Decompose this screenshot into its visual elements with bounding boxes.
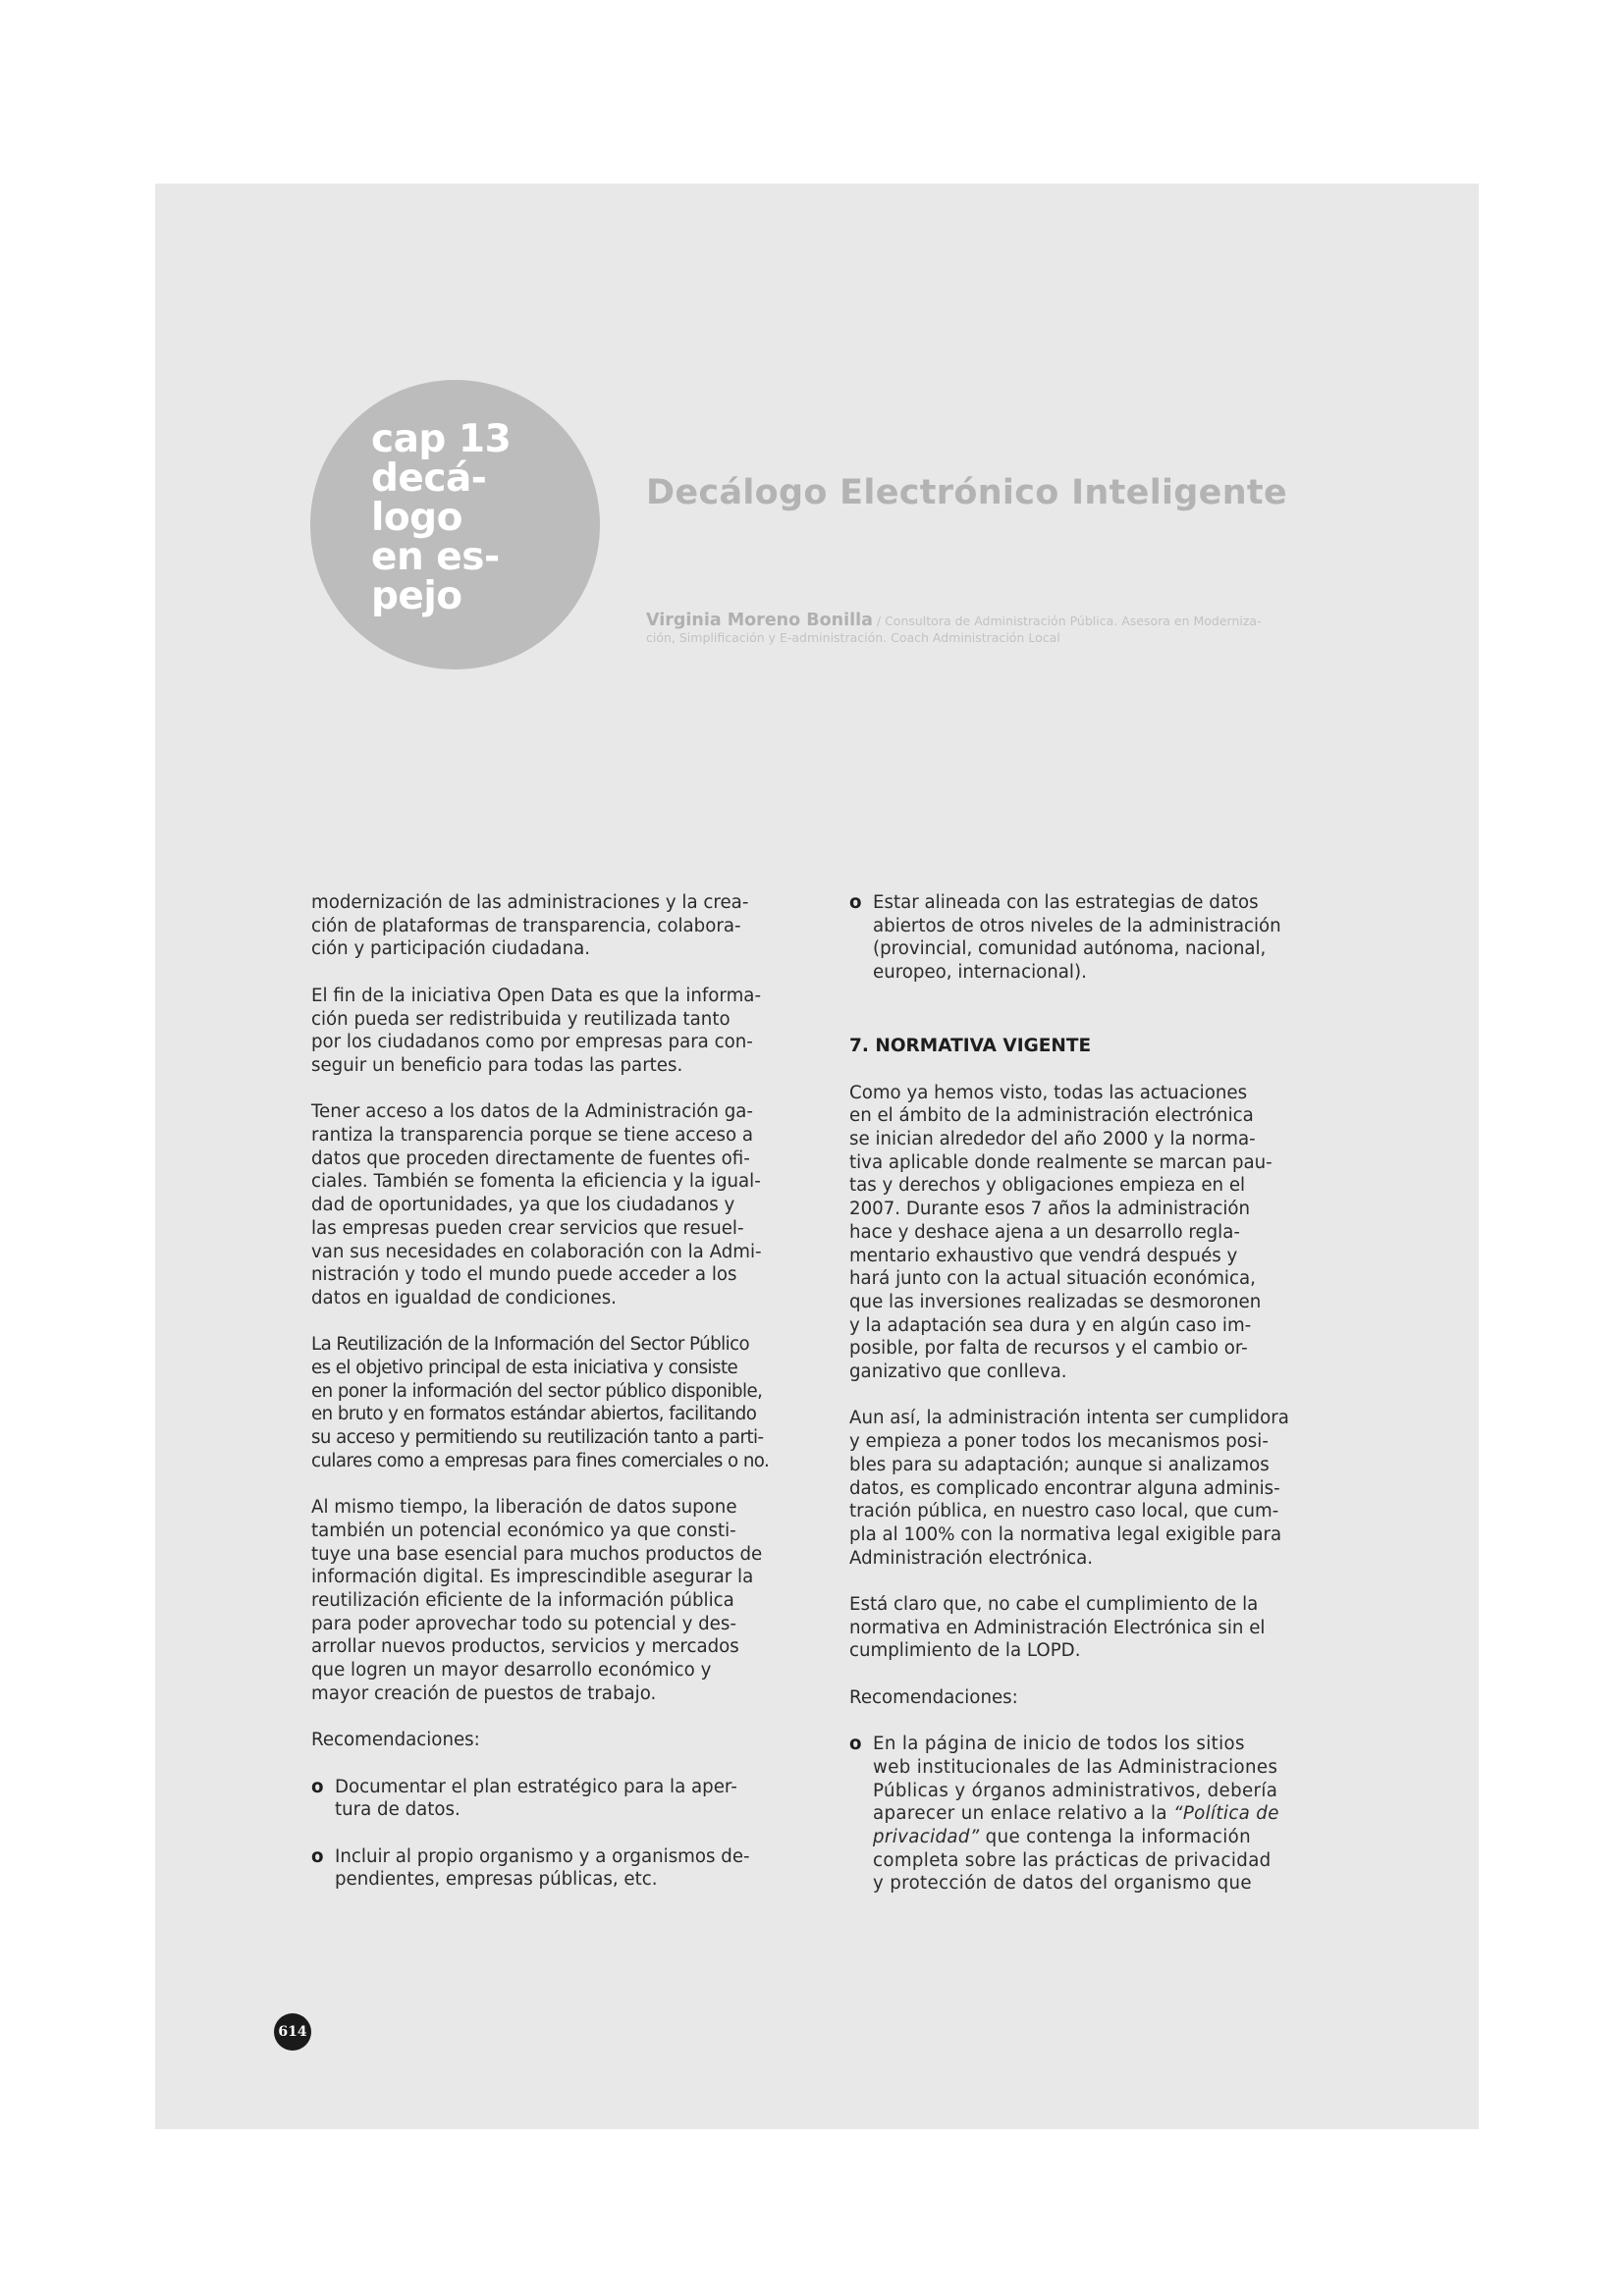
recommendations-label: Recomendaciones: bbox=[311, 1730, 480, 1751]
bullet-item bbox=[311, 1845, 792, 1892]
text-line: dad de oportunidades, ya que los ciudadanos y bbox=[311, 1195, 735, 1216]
text-line: Tener acceso a los datos de la Administración ga- bbox=[311, 1101, 753, 1123]
text-line: van sus necesidades en colaboración con la Admi- bbox=[311, 1241, 762, 1262]
text-line: seguir un beneficio para todas las partes. bbox=[311, 1054, 683, 1076]
text-line: (provincial, comunidad autónoma, nacional, bbox=[873, 938, 1267, 960]
text-segment: aparecer un enlace relativo a la bbox=[873, 1803, 1174, 1825]
bullet-item bbox=[311, 1776, 792, 1822]
text-line: tración pública, en nuestro caso local, que cum- bbox=[849, 1501, 1279, 1522]
paragraph bbox=[849, 1593, 1328, 1663]
text-line: Aun así, la administración intenta ser cumplidora bbox=[849, 1408, 1289, 1429]
byline-separator: / bbox=[872, 614, 886, 628]
text-line: por los ciudadanos como por empresas para con- bbox=[311, 1032, 753, 1053]
paragraph bbox=[849, 1407, 1328, 1570]
text-line: tuye una base esencial para muchos productos de bbox=[311, 1543, 763, 1565]
section-heading: 7. NORMATIVA VIGENTE bbox=[849, 1036, 1092, 1057]
text-line: hará junto con la actual situación económica, bbox=[849, 1268, 1256, 1290]
text-line: europeo, internacional). bbox=[873, 962, 1087, 984]
text-line: tura de datos. bbox=[335, 1799, 460, 1821]
text-line: para poder aprovechar todo su potencial y des- bbox=[311, 1613, 736, 1634]
text-line: pendientes, empresas públicas, etc. bbox=[335, 1869, 658, 1891]
text-line: web institucionales de las Administraciones bbox=[873, 1756, 1278, 1778]
text-line: es el objetivo principal de esta iniciativa y consiste bbox=[311, 1358, 738, 1379]
text-line: El fin de la iniciativa Open Data es que la informa- bbox=[311, 985, 762, 1006]
paragraph bbox=[311, 891, 792, 961]
text-line: Al mismo tiempo, la liberación de datos supone bbox=[311, 1497, 737, 1519]
bullet-item bbox=[849, 1733, 1328, 1896]
text-line: nistración y todo el mundo puede acceder a los bbox=[311, 1264, 737, 1286]
text-line: su acceso y permitiendo su reutilización tanto a parti- bbox=[311, 1427, 764, 1449]
text-line: En la página de inicio de todos los sitios bbox=[873, 1734, 1245, 1755]
text-line: completa sobre las prácticas de privacidad bbox=[873, 1849, 1272, 1871]
text-line: que logren un mayor desarrollo económico y bbox=[311, 1660, 712, 1682]
text-line: modernización de las administraciones y la crea- bbox=[311, 892, 749, 913]
italic-link-text: “Política de bbox=[1173, 1803, 1279, 1825]
bullet-marker: o bbox=[311, 1776, 324, 1797]
text-line: posible, por falta de recursos y el cambio or- bbox=[849, 1338, 1248, 1360]
text-line: en el ámbito de la administración electrónica bbox=[849, 1105, 1254, 1127]
text-line: pla al 100% con la normativa legal exigible para bbox=[849, 1523, 1282, 1545]
text-segment: que contenga la información bbox=[979, 1827, 1251, 1848]
article-title: Decálogo Electrónico Inteligente bbox=[646, 473, 1287, 512]
paragraph bbox=[311, 1333, 792, 1472]
text-line: ción y participación ciudadana. bbox=[311, 938, 591, 960]
text-line: reutilización eficiente de la información pública bbox=[311, 1590, 734, 1612]
chapter-label-line: logo bbox=[371, 496, 462, 540]
text-line: La Reutilización de la Información del Sector Público bbox=[311, 1334, 750, 1356]
chapter-label-line: decá- bbox=[371, 456, 487, 501]
paragraph bbox=[311, 1496, 792, 1705]
text-line: cumplimiento de la LOPD. bbox=[849, 1640, 1081, 1662]
text-line: en poner la información del sector público disponible, bbox=[311, 1380, 763, 1402]
text-line: abiertos de otros niveles de la administración bbox=[873, 915, 1281, 936]
text-line: culares como a empresas para fines comerciales o no. bbox=[311, 1450, 770, 1471]
text-line: Públicas y órganos administrativos, debería bbox=[873, 1780, 1278, 1801]
right-column bbox=[849, 891, 1328, 1919]
author-role-continued: ción, Simplificación y E-administración. Coach Administración Local bbox=[646, 630, 1060, 645]
recommendations-label: Recomendaciones: bbox=[849, 1686, 1018, 1708]
text-line: tiva aplicable donde realmente se marcan pau- bbox=[849, 1151, 1272, 1173]
text-line: arrollar nuevos productos, servicios y mercados bbox=[311, 1636, 739, 1658]
text-line: datos en igualdad de condiciones. bbox=[311, 1287, 617, 1308]
text-line: Estar alineada con las estrategias de datos bbox=[873, 892, 1259, 913]
text-line bbox=[873, 1826, 1328, 1849]
text-line: ción de plataformas de transparencia, colabora- bbox=[311, 915, 741, 936]
chapter-label-line: en es- bbox=[371, 535, 500, 579]
author-name: Virginia Moreno Bonilla bbox=[646, 611, 873, 630]
text-line: que las inversiones realizadas se desmoronen bbox=[849, 1291, 1262, 1312]
text-line: 2007. Durante esos 7 años la administración bbox=[849, 1199, 1251, 1220]
bullet-marker: o bbox=[849, 892, 862, 913]
paragraph bbox=[311, 1100, 792, 1309]
text-line: se inician alrededor del año 2000 y la norma- bbox=[849, 1129, 1256, 1149]
text-line: y empieza a poner todos los mecanismos posi- bbox=[849, 1431, 1269, 1453]
bullet-item bbox=[849, 891, 1328, 985]
bullet-marker: o bbox=[311, 1845, 324, 1867]
text-line: Está claro que, no cabe el cumplimiento de la bbox=[849, 1594, 1259, 1616]
text-line bbox=[873, 1802, 1328, 1826]
author-role: Consultora de Administración Pública. Asesora en Moderniza- bbox=[885, 614, 1262, 628]
text-line: Incluir al propio organismo y a organismos de- bbox=[335, 1845, 750, 1867]
text-line: datos que proceden directamente de fuentes ofi- bbox=[311, 1148, 750, 1169]
text-line: en bruto y en formatos estándar abiertos, facilitando bbox=[311, 1404, 757, 1425]
chapter-label bbox=[371, 417, 568, 618]
text-line: normativa en Administración Electrónica sin el bbox=[849, 1617, 1266, 1638]
byline bbox=[646, 613, 1314, 646]
bullet-marker: o bbox=[849, 1734, 862, 1755]
chapter-label-line: pejo bbox=[371, 574, 462, 618]
text-line: también un potencial económico ya que consti- bbox=[311, 1520, 736, 1541]
text-line: mayor creación de puestos de trabajo. bbox=[311, 1682, 657, 1704]
paragraph bbox=[849, 1082, 1328, 1384]
text-line: datos, es complicado encontrar alguna adminis- bbox=[849, 1477, 1280, 1499]
text-line: y protección de datos del organismo que bbox=[873, 1873, 1252, 1895]
text-line: ciales. También se fomenta la eficiencia y la igual- bbox=[311, 1171, 761, 1193]
text-line: ganizativo que conlleva. bbox=[849, 1362, 1067, 1383]
page-number: 614 bbox=[274, 2013, 311, 2051]
text-line: tas y derechos y obligaciones empieza en el bbox=[849, 1175, 1246, 1197]
text-line: Como ya hemos visto, todas las actuaciones bbox=[849, 1082, 1248, 1103]
text-line: ción pueda ser redistribuida y reutilizada tanto bbox=[311, 1008, 731, 1030]
text-line: hace y deshace ajena a un desarrollo regla- bbox=[849, 1221, 1240, 1243]
text-line: y la adaptación sea dura y en algún caso im- bbox=[849, 1314, 1252, 1336]
text-line: información digital. Es imprescindible asegurar la bbox=[311, 1567, 754, 1588]
text-line: las empresas pueden crear servicios que resuel- bbox=[311, 1217, 744, 1239]
text-line: bles para su adaptación; aunque si analizamos bbox=[849, 1454, 1270, 1475]
chapter-label-line: cap 13 bbox=[371, 417, 512, 461]
italic-link-text: privacidad” bbox=[873, 1827, 980, 1848]
paragraph bbox=[311, 985, 792, 1078]
text-line: mentario exhaustivo que vendrá después y bbox=[849, 1245, 1238, 1266]
text-line: Documentar el plan estratégico para la aper- bbox=[335, 1776, 737, 1797]
text-line: Administración electrónica. bbox=[849, 1547, 1094, 1569]
left-column bbox=[311, 891, 792, 1915]
text-line: rantiza la transparencia porque se tiene acceso a bbox=[311, 1125, 754, 1146]
